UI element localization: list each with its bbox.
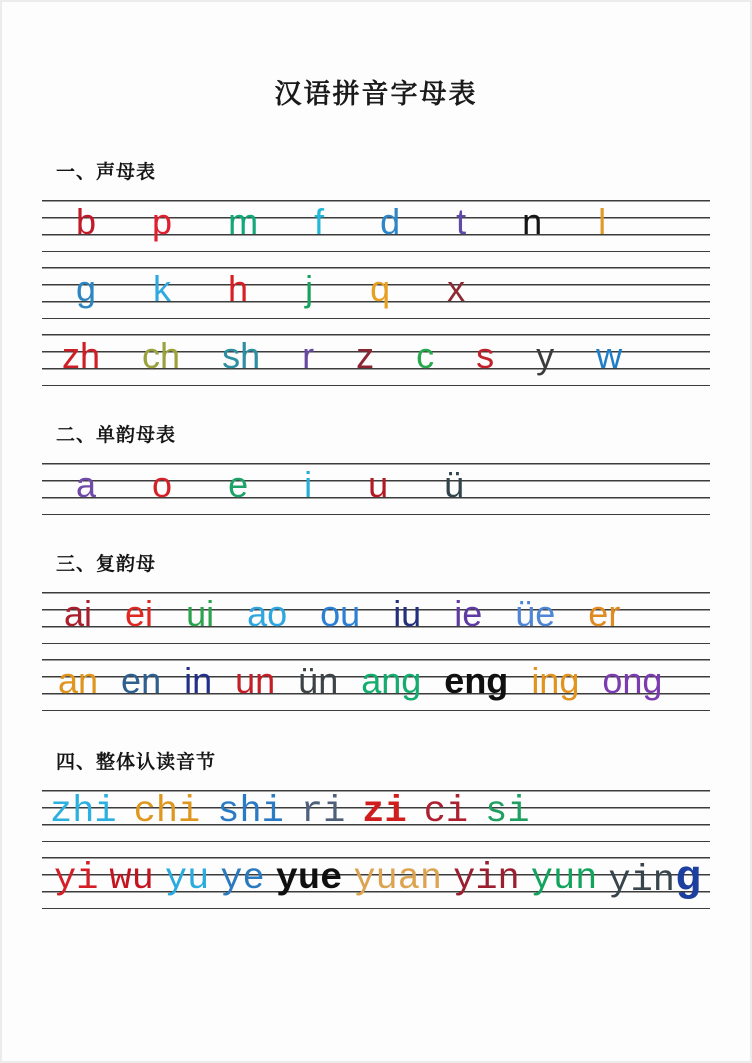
pinyin-letter (304, 463, 312, 507)
pinyin-letter (153, 267, 171, 311)
pinyin-letter (302, 334, 314, 378)
section-heading-compound-finals: 三、复韵母 (56, 554, 157, 575)
page-content (2, 2, 750, 909)
pinyin-letter (588, 592, 620, 636)
section-heading-whole-syllables: 四、整体认读音节 (56, 752, 217, 773)
pinyin-letter (362, 790, 406, 835)
pinyin-letter (320, 592, 360, 636)
letter-part: p (152, 201, 173, 242)
letter-part: c (416, 335, 435, 376)
letter-part: ei (125, 593, 154, 634)
letter-part: h (228, 268, 249, 309)
letter-row (42, 592, 710, 644)
pinyin-letter (531, 659, 579, 703)
pinyin-letter (536, 334, 554, 378)
pinyin-letter (356, 334, 374, 378)
letter-part: ao (247, 593, 288, 634)
letter-part: n (522, 201, 543, 242)
letter-part: er (588, 593, 621, 634)
letter-part: ing (531, 660, 580, 701)
pinyin-letter (228, 463, 248, 507)
pinyin-letter (314, 200, 324, 244)
pinyin-letter (76, 463, 96, 507)
pinyin-letter (184, 659, 212, 703)
pinyin-letter (76, 200, 96, 244)
staff-simple-finals (42, 463, 710, 515)
pinyin-letter (305, 267, 313, 311)
staff-initials-row-1 (42, 200, 710, 252)
pinyin-letter (64, 592, 92, 636)
letter-part: zh (62, 335, 101, 376)
letter-part: wu (109, 858, 154, 900)
letter-part: o (152, 464, 173, 505)
letter-row (42, 267, 710, 319)
letter-part: yun (530, 858, 598, 900)
letter-part: yin (608, 860, 676, 902)
letter-part: x (447, 268, 466, 309)
pinyin-letter (247, 592, 287, 636)
letter-row (42, 334, 710, 386)
pinyin-letter (598, 200, 606, 244)
pinyin-letter (152, 463, 172, 507)
pinyin-letter (235, 659, 275, 703)
pinyin-letter (454, 592, 482, 636)
letter-part: yuan (353, 858, 443, 900)
letter-row (42, 857, 710, 909)
letter-part: in (184, 660, 213, 701)
pinyin-letter (353, 857, 442, 902)
pinyin-letter (109, 857, 153, 902)
pinyin-letter (447, 267, 465, 311)
letter-part: üe (515, 593, 556, 634)
letter-part: q (370, 268, 391, 309)
pinyin-letter (456, 200, 466, 244)
pinyin-letter (62, 334, 100, 378)
staff-compound-finals-row-1 (42, 592, 710, 644)
pinyin-letter (515, 592, 555, 636)
letter-part: shi (217, 791, 284, 833)
letter-row (42, 790, 710, 842)
pinyin-letter (380, 200, 400, 244)
pinyin-letter (444, 463, 464, 507)
letter-part: s (476, 335, 495, 376)
pinyin-letter (393, 592, 421, 636)
letter-part: i (304, 464, 313, 505)
pinyin-letter (596, 334, 622, 378)
letter-part: j (305, 268, 314, 309)
letter-part: w (596, 335, 623, 376)
pinyin-letter (424, 790, 468, 835)
letter-part: ün (298, 660, 339, 701)
letter-part: chi (133, 791, 201, 833)
letter-row (42, 200, 710, 252)
letter-part: e (228, 464, 249, 505)
letter-part: ui (186, 593, 215, 634)
pinyin-letter (485, 790, 529, 835)
pinyin-letter (298, 659, 338, 703)
letter-part: m (228, 201, 259, 242)
letter-part: eng (444, 660, 509, 701)
letter-part: a (76, 464, 97, 505)
pinyin-letter (125, 592, 153, 636)
letter-part: zi (362, 791, 407, 833)
pinyin-letter (50, 790, 117, 835)
letter-part: ang (361, 660, 422, 701)
letter-row (42, 659, 710, 711)
staff-whole-syllables-row-1 (42, 790, 710, 842)
pinyin-letter (165, 857, 209, 902)
page-title: 汉语拼音字母表 (274, 79, 478, 109)
letter-part: b (76, 201, 97, 242)
pinyin-letter (142, 334, 180, 378)
letter-part: zhi (50, 791, 117, 833)
staff-initials-row-3 (42, 334, 710, 386)
pinyin-letter (54, 857, 98, 902)
section-heading-simple-finals: 二、单韵母表 (56, 425, 177, 446)
letter-part: an (58, 660, 99, 701)
pinyin-letter (152, 200, 172, 244)
letter-part: g (675, 855, 702, 904)
letter-part: iu (393, 593, 422, 634)
staff-initials-row-2 (42, 267, 710, 319)
letter-part: en (121, 660, 162, 701)
letter-row (42, 463, 710, 515)
letter-part: ye (220, 858, 265, 900)
pinyin-letter (276, 857, 343, 902)
letter-part: yi (54, 858, 99, 900)
letter-part: f (314, 201, 325, 242)
letter-part: l (598, 201, 607, 242)
staff-compound-finals-row-2 (42, 659, 710, 711)
pinyin-letter (416, 334, 434, 378)
letter-part: z (356, 335, 375, 376)
pinyin-letter (602, 659, 662, 703)
pinyin-letter (531, 857, 598, 902)
pinyin-letter (76, 267, 96, 311)
letter-part: ch (142, 335, 181, 376)
pinyin-letter (476, 334, 494, 378)
letter-part: u (368, 464, 389, 505)
pinyin-letter (522, 200, 542, 244)
staff-whole-syllables-row-2 (42, 857, 710, 909)
pinyin-letter (58, 659, 98, 703)
letter-part: yin (453, 858, 520, 900)
letter-part: ie (454, 593, 483, 634)
letter-part: k (153, 268, 172, 309)
letter-part: sh (222, 335, 261, 376)
letter-part: y (536, 335, 555, 376)
pinyin-letter (444, 659, 508, 703)
letter-part: ou (320, 593, 361, 634)
letter-part: t (456, 201, 467, 242)
section-heading-initials: 一、声母表 (56, 162, 157, 183)
letter-part: g (76, 268, 97, 309)
pinyin-letter (368, 463, 388, 507)
pinyin-letter (370, 267, 390, 311)
letter-part: ri (300, 791, 346, 833)
pinyin-letter (186, 592, 214, 636)
pinyin-letter (301, 790, 345, 835)
pinyin-letter (220, 857, 264, 902)
letter-part: r (302, 335, 315, 376)
letter-part: d (380, 201, 401, 242)
pinyin-letter (222, 334, 260, 378)
pinyin-letter (608, 857, 701, 904)
pinyin-letter (217, 790, 284, 835)
letter-part: ai (64, 593, 93, 634)
pinyin-letter (228, 267, 248, 311)
pinyin-letter (228, 200, 258, 244)
letter-part: un (235, 660, 276, 701)
pinyin-letter (453, 857, 520, 902)
letter-part: yu (164, 858, 210, 900)
letter-part: ong (602, 660, 663, 701)
letter-part: ci (423, 791, 469, 833)
letter-part: si (485, 791, 530, 833)
pinyin-letter (134, 790, 201, 835)
pinyin-letter (361, 659, 421, 703)
pinyin-letter (121, 659, 161, 703)
letter-part: ü (444, 464, 465, 505)
letter-part: yue (275, 858, 343, 900)
